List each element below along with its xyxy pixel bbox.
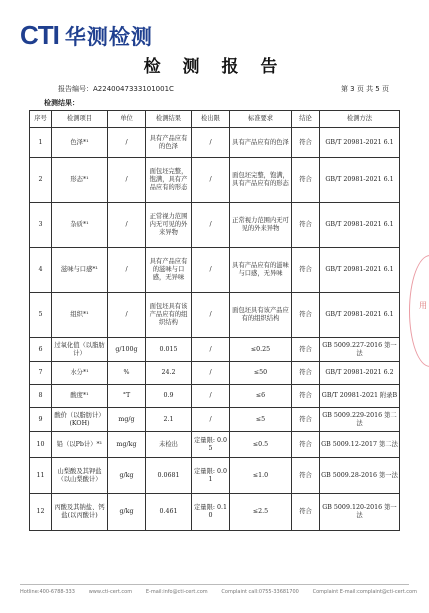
footer-website: www.cti-cert.com	[88, 589, 133, 595]
table-cell: 具有产品应有的滋味与口感，无异味	[230, 248, 292, 293]
table-cell: 定量限: 0.10	[192, 494, 230, 531]
table-cell: 符合	[292, 362, 320, 385]
table-cell: 符合	[292, 408, 320, 432]
table-cell: 面包坯具有该产品应有的组织结构	[146, 293, 192, 338]
table-cell: 2.1	[146, 408, 192, 432]
table-row	[30, 458, 400, 494]
table-cell: /	[192, 408, 230, 432]
footer-complaint-email: Complaint E-mail:complaint@cti-cert.com	[312, 589, 417, 595]
table-cell: GB 5009.12-2017 第二法	[320, 432, 400, 458]
table-cell: 正常视力范围内无可见的外来异物	[146, 203, 192, 248]
table-cell: /	[192, 158, 230, 203]
table-row	[30, 293, 400, 338]
table-row	[30, 385, 400, 408]
table-row	[30, 362, 400, 385]
table-cell: 酸度*¹	[52, 385, 108, 408]
footer-divider	[20, 584, 409, 585]
table-cell: 正常视力范围内无可见的外来异物	[230, 203, 292, 248]
table-cell: 符合	[292, 385, 320, 408]
table-cell: 符合	[292, 158, 320, 203]
table-row	[30, 432, 400, 458]
footer	[20, 589, 417, 595]
table-cell: ≤0.25	[230, 338, 292, 362]
table-cell: /	[108, 203, 146, 248]
table-cell: g/100g	[108, 338, 146, 362]
table-cell: 滋味与口感*¹	[52, 248, 108, 293]
table-cell: 符合	[292, 128, 320, 158]
table-cell: GB/T 20981-2021 6.1	[320, 293, 400, 338]
table-cell: GB/T 20981-2021 6.2	[320, 362, 400, 385]
table-cell: GB 5009.229-2016 第二法	[320, 408, 400, 432]
footer-email: E-mail:info@cti-cert.com	[145, 589, 208, 595]
table-row	[30, 408, 400, 432]
table-cell: /	[108, 158, 146, 203]
header-cell: 标准要求	[230, 111, 292, 128]
table-cell: GB/T 20981-2021 附录B	[320, 385, 400, 408]
seal-text: 用	[419, 301, 427, 310]
header-cell: 检测结果	[146, 111, 192, 128]
table-cell: 组织*¹	[52, 293, 108, 338]
results-table	[29, 110, 400, 531]
table-cell: 未检出	[146, 432, 192, 458]
table-cell: 面包坯完整，饱满，具有产品应有的形态	[230, 158, 292, 203]
header-cell: 检测项目	[52, 111, 108, 128]
report-number: 报告编号：A2240047333101001C	[58, 85, 174, 93]
table-cell: GB 5009.28-2016 第一法	[320, 458, 400, 494]
company-logo	[20, 20, 153, 51]
table-cell: GB 5009.227-2016 第一法	[320, 338, 400, 362]
table-header-row	[30, 111, 400, 128]
table-cell: 丙酸及其钠盐、钙盐(以丙酸计)	[52, 494, 108, 531]
table-cell: 符合	[292, 494, 320, 531]
header-cell: 检出限	[192, 111, 230, 128]
table-cell: g/kg	[108, 458, 146, 494]
table-cell: ≤0.5	[230, 432, 292, 458]
table-cell: /	[108, 128, 146, 158]
logo-brand: CTI	[20, 20, 59, 50]
table-cell: 2	[30, 158, 52, 203]
table-cell: ≤50	[230, 362, 292, 385]
table-cell: 符合	[292, 248, 320, 293]
report-title: 检 测 报 告	[143, 57, 286, 77]
table-cell: 10	[30, 432, 52, 458]
table-cell: 色泽*¹	[52, 128, 108, 158]
table-cell: °T	[108, 385, 146, 408]
table-cell: 形态*¹	[52, 158, 108, 203]
table-cell: /	[192, 338, 230, 362]
table-cell: 0.0681	[146, 458, 192, 494]
table-cell: /	[192, 203, 230, 248]
logo-chinese-name: 华测检测	[64, 24, 153, 49]
results-label: 检测结果：	[44, 99, 79, 107]
table-cell: /	[108, 248, 146, 293]
table-cell: 5	[30, 293, 52, 338]
table-row	[30, 203, 400, 248]
table-cell: /	[192, 385, 230, 408]
table-cell: mg/g	[108, 408, 146, 432]
table-cell: 7	[30, 362, 52, 385]
table-cell: ≤1.0	[230, 458, 292, 494]
table-cell: 杂质*¹	[52, 203, 108, 248]
table-cell: /	[108, 293, 146, 338]
table-cell: 符合	[292, 338, 320, 362]
table-cell: 山梨酸及其钾盐（以山梨酸计）	[52, 458, 108, 494]
table-cell: 定量限: 0.05	[192, 432, 230, 458]
table-cell: 12	[30, 494, 52, 531]
table-cell: /	[192, 293, 230, 338]
table-cell: /	[192, 128, 230, 158]
table-cell: 水分*¹	[52, 362, 108, 385]
header-cell: 单位	[108, 111, 146, 128]
table-cell: 1	[30, 128, 52, 158]
table-cell: GB/T 20981-2021 6.1	[320, 128, 400, 158]
page-number: 第 3 页 共 5 页	[340, 85, 389, 93]
table-row	[30, 248, 400, 293]
table-cell: ≤5	[230, 408, 292, 432]
table-cell: 8	[30, 385, 52, 408]
table-cell: %	[108, 362, 146, 385]
table-cell: g/kg	[108, 494, 146, 531]
official-seal	[409, 255, 429, 367]
table-cell: 0.9	[146, 385, 192, 408]
table-cell: 符合	[292, 293, 320, 338]
table-cell: ≤2.5	[230, 494, 292, 531]
table-cell: GB/T 20981-2021 6.1	[320, 203, 400, 248]
table-cell: 9	[30, 408, 52, 432]
table-cell: GB/T 20981-2021 6.1	[320, 158, 400, 203]
table-cell: GB 5009.120-2016 第一法	[320, 494, 400, 531]
footer-complaint-call: Complaint call:0755-33681700	[221, 589, 299, 595]
table-cell: 面包坯具有该产品应有的组织结构	[230, 293, 292, 338]
table-cell: 符合	[292, 458, 320, 494]
table-cell: 具有产品应有的滋味与口感，无异味	[146, 248, 192, 293]
table-cell: /	[192, 248, 230, 293]
table-cell: 符合	[292, 432, 320, 458]
table-row	[30, 128, 400, 158]
table-cell: 4	[30, 248, 52, 293]
table-cell: 0.461	[146, 494, 192, 531]
table-cell: 0.015	[146, 338, 192, 362]
table-cell: 6	[30, 338, 52, 362]
table-row	[30, 158, 400, 203]
header-cell: 序号	[30, 111, 52, 128]
table-cell: 酸价（以脂肪计）(KOH)	[52, 408, 108, 432]
table-cell: 具有产品应有的色泽	[230, 128, 292, 158]
table-cell: mg/kg	[108, 432, 146, 458]
table-cell: 具有产品应有的色泽	[146, 128, 192, 158]
table-cell: 11	[30, 458, 52, 494]
table-cell: 符合	[292, 203, 320, 248]
table-cell: 面包坯完整，饱满，具有产品应有的形态	[146, 158, 192, 203]
table-cell: ≤6	[230, 385, 292, 408]
table-cell: /	[192, 362, 230, 385]
header-cell: 结论	[292, 111, 320, 128]
table-cell: GB/T 20981-2021 6.1	[320, 248, 400, 293]
table-cell: 24.2	[146, 362, 192, 385]
table-row	[30, 338, 400, 362]
header-cell: 检测方法	[320, 111, 400, 128]
table-cell: 3	[30, 203, 52, 248]
table-cell: 定量限: 0.01	[192, 458, 230, 494]
table-row	[30, 494, 400, 531]
table-cell: 过氧化值（以脂肪计）	[52, 338, 108, 362]
footer-hotline: Hotline:400-6788-333	[20, 589, 75, 595]
table-cell: 铅（以Pb计）*¹	[52, 432, 108, 458]
